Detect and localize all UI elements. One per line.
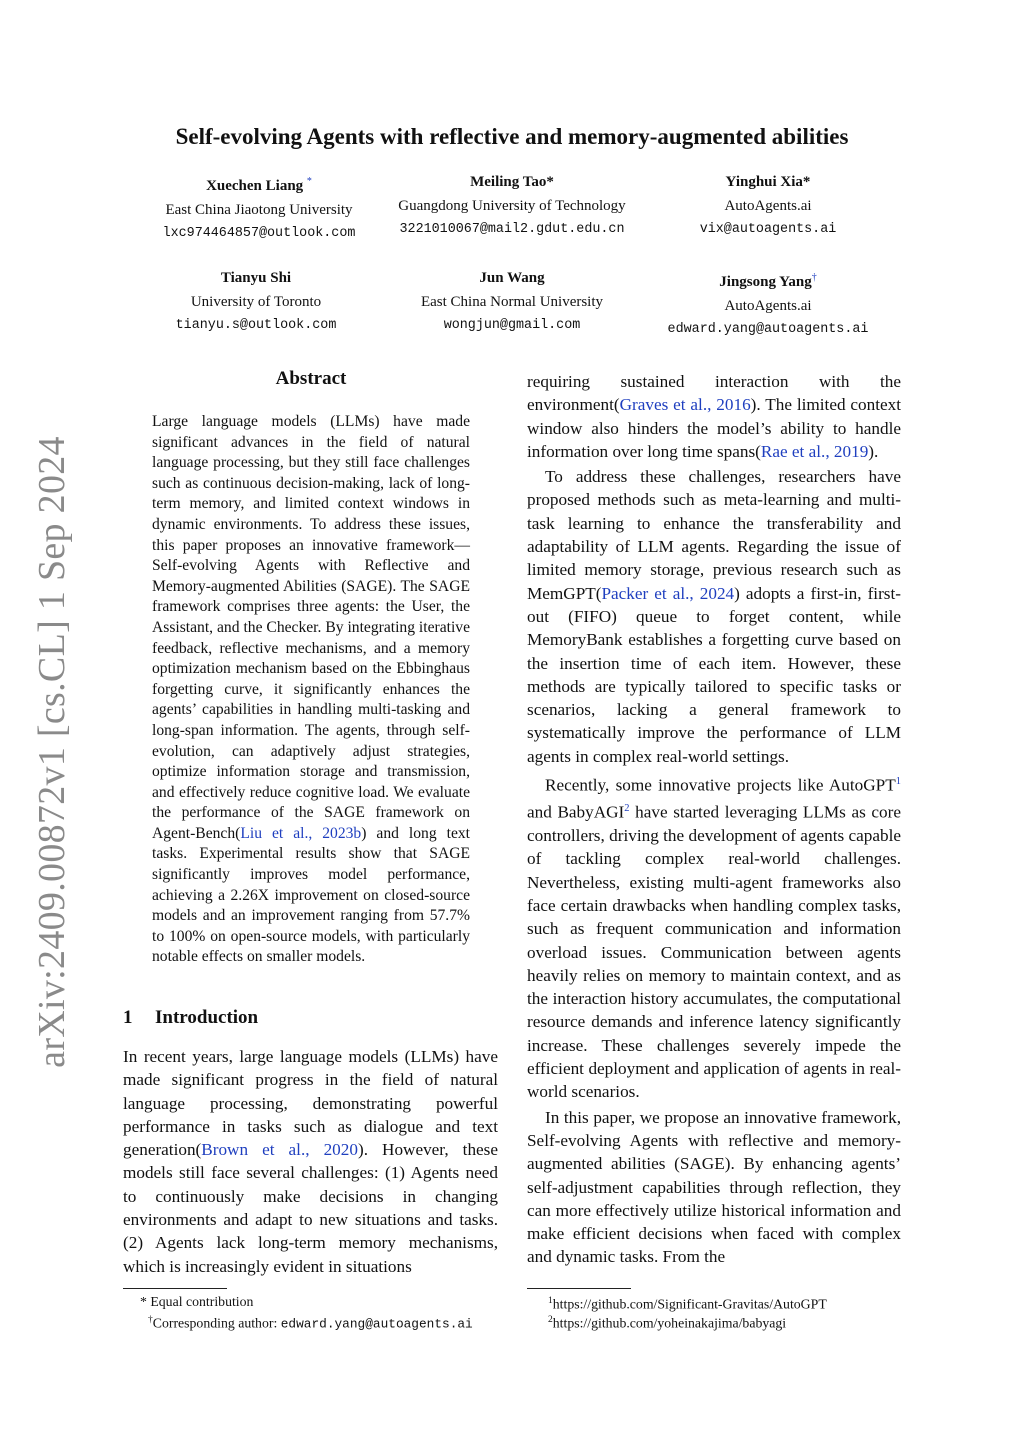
author-affiliation: East China Normal University: [420, 294, 604, 310]
paragraph: In recent years, large language models (LLMs) have made significant progress in the field of natural language processing, demonstrating powerful performance in tasks such as dialogue and text generation(Brown et al., 2020). However, these models still face several challenges: (1) Agents need to continuously make decisions in changing environments and adapt to new situations and tasks. (2) Agents lack long-term memory mechanisms, which is increasingly evident in situations: [123, 1047, 498, 1276]
section-title: Introduction: [155, 1007, 259, 1028]
author-name: Yinghui Xia*: [725, 174, 811, 190]
footnote-email: edward.yang@autoagents.ai: [280, 1316, 473, 1332]
author-name: Meiling Tao*: [470, 174, 554, 190]
footnote-rule: [527, 1288, 631, 1289]
author-email: 3221010067@mail2.gdut.edu.cn: [399, 222, 625, 237]
author-name: Xuechen Liang *: [206, 176, 312, 194]
footnote-1: $^1$https://github.com/Significant-Gravitas/AutoGPT: [548, 1296, 827, 1312]
citation-link[interactable]: Rae et al., 2019: [760, 441, 869, 461]
section-heading: [123, 1007, 258, 1029]
footnote-url[interactable]: https://github.com/yoheinakajima/babyagi: [552, 1315, 787, 1331]
intro-left-column: [123, 1045, 498, 1278]
author-name: Jun Wang: [479, 270, 545, 286]
author-block: [362, 266, 662, 338]
paragraph: Recently, some innovative projects like AutoGPT$^1$ and BabyAGI$^2$ have started leveraging LLMs as core controllers, driving the development of agents capable of tackling complex real-world challenges. Nevertheless, existing multi-agent frameworks also face certain drawbacks when handling complex tasks, such as frequent communication and information overload issues. Communication between agents heavily relies on memory to maintain context, and as the interaction history accumulates, the computational resource demands and inference latency significantly increase. These challenges severely impede the efficient deployment and application of agents in real-world scenarios.: [527, 775, 901, 1102]
paper-title: Self-evolving Agents with reflective and memory-augmented abilities: [175, 124, 849, 149]
section-number: 1: [123, 1007, 133, 1028]
footnote-2: $^2$https://github.com/yoheinakajima/babyagi: [548, 1315, 787, 1331]
author-block: [618, 170, 918, 242]
author-affiliation: AutoAgents.ai: [724, 298, 812, 314]
equal-contribution-mark: *: [306, 176, 312, 187]
author-name: Jingsong Yang†: [719, 272, 817, 290]
author-block: [618, 266, 918, 342]
author-affiliation: East China Jiaotong University: [165, 202, 353, 218]
author-email: vix@autoagents.ai: [699, 222, 837, 237]
footnote-rule: [123, 1288, 227, 1289]
paragraph: In this paper, we propose an innovative framework, Self-evolving Agents with reflective and memory-augmented abilities (SAGE). By enhancing agents’ self-adjustment capabilities through reflection, they can more effectively utilize historical information and make efficient decisions when faced with complex and dynamic tasks. From the: [527, 1107, 901, 1267]
citation-link[interactable]: Graves et al., 2016: [619, 395, 751, 415]
author-block: [362, 170, 662, 242]
abstract-body: Large language models (LLMs) have made significant advances in the field of natural language processing, but they still face challenges such as continuous decision-making, lack of long-term memory, and limited context windows in dynamic environments. To address these issues, this paper proposes an innovative framework—Self-evolving Agents with Reflective and Memory-augmented Abilities (SAGE). The SAGE framework comprises three agents: the User, the Assistant, and the Checker. By integrating iterative feedback, reflective mechanisms, and a memory optimization mechanism based on the Ebbinghaus forgetting curve, it significantly enhances the agents’ capabilities in handling multi-tasking and long-span information. The agents, through self-evolution, can adaptively adjust strategies, optimize information storage and transmission, and effectively reduce cognitive load. We evaluate the performance of the SAGE framework on Agent-Bench(Liu et al., 2023b) and long text tasks. Experimental results show that SAGE significantly improves model performance, achieving a 2.26X improvement on closed-source models and an improvement ranging from 57.7% to 100% on open-source models, with particularly notable effects on smaller models.: [152, 413, 470, 966]
author-email: wongjun@gmail.com: [443, 318, 581, 333]
author-email: edward.yang@autoagents.ai: [667, 322, 869, 337]
arxiv-identifier: arXiv:2409.00872v1 [cs.CL] 1 Sep 2024: [31, 436, 73, 1068]
author-email: tianyu.s@outlook.com: [175, 318, 337, 333]
author-block: [106, 266, 406, 338]
footnote-corresponding: †Corresponding author: edward.yang@autoagents.ai: [148, 1315, 473, 1332]
paragraph-continued: requiring sustained interaction with the environment(Graves et al., 2016). The limited context window also hinders the model’s ability to handle information over long time spans(Rae et al., 2019).: [527, 372, 902, 461]
intro-right-column: [527, 370, 901, 1269]
footnote-ref[interactable]: 2: [624, 803, 630, 815]
citation-link[interactable]: Liu et al., 2023b: [240, 824, 362, 842]
corresponding-author-mark: †: [811, 272, 817, 283]
paragraph: To address these challenges, researchers have proposed methods such as meta-learning and multi-task learning to enhance the transferability and adaptability of LLM agents. Regarding the issue of limited memory storage, previous research such as MemGPT(Packer et al., 2024) adopts a first-in, first-out (FIFO) queue to forget content, while MemoryBank establishes a forgetting curve based on the insertion time of each item. However, these methods are typically tailored to specific tasks or scenarios, lacking a general framework to systematically improve the performance of LLM agents in complex real-world settings.: [527, 467, 901, 766]
author-name: Tianyu Shi: [220, 270, 292, 286]
footnote-url[interactable]: https://github.com/Significant-Gravitas/AutoGPT: [552, 1296, 827, 1312]
author-affiliation: AutoAgents.ai: [724, 198, 812, 214]
citation-link[interactable]: Brown et al., 2020: [201, 1140, 358, 1160]
author-email: lxc974464857@outlook.com: [162, 226, 356, 241]
footnote-equal: * Equal contribution: [140, 1294, 254, 1309]
citation-link[interactable]: Packer et al., 2024: [601, 583, 735, 603]
author-affiliation: Guangdong University of Technology: [398, 198, 626, 214]
abstract-heading: Abstract: [275, 368, 347, 389]
author-affiliation: University of Toronto: [190, 294, 322, 310]
footnote-ref[interactable]: 1: [895, 776, 901, 788]
